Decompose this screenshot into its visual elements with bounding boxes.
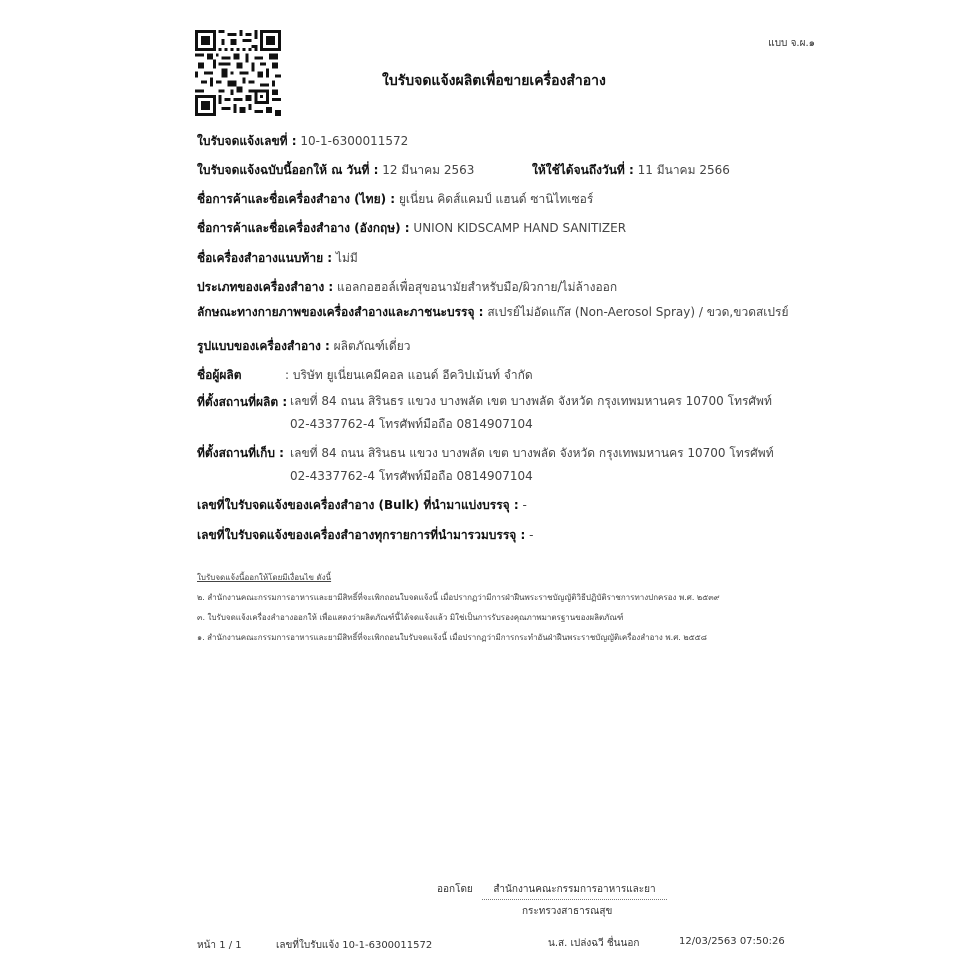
storage-site-line1	[290, 444, 774, 463]
issuer-org: สำนักงานคณะกรรมการอาหารและยา	[482, 882, 667, 900]
manufacturer-row	[197, 366, 242, 385]
format-row	[197, 337, 410, 356]
valid-until-row	[532, 161, 730, 180]
name-thai-row	[197, 190, 593, 209]
field-label: ลักษณะทางกายภาพของเครื่องสำอางและภาชนะบรรจุ :	[197, 305, 484, 319]
field-label: เลขที่ใบรับจดแจ้งของเครื่องสำอางทุกรายการที่นำมารวมบรรจุ :	[197, 528, 526, 542]
name-english: UNION KIDSCAMP HAND SANITIZER	[413, 221, 627, 235]
issuer-ministry: กระทรวงสาธารณสุข	[522, 906, 613, 917]
notification-number: 10-1-6300011572	[300, 134, 409, 148]
form-code: แบบ จ.ผ.๑	[768, 38, 815, 49]
conditions-title: ใบรับจดแจ้งนี้ออกให้โดยมีเงื่อนไข ดังนี้	[197, 573, 332, 582]
qr-code-icon	[195, 30, 281, 116]
field-label: ประเภทของเครื่องสำอาง :	[197, 280, 334, 294]
field-label: ที่ตั้งสถานที่เก็บ :	[197, 446, 284, 460]
type-row	[197, 278, 617, 297]
timestamp: 12/03/2563 07:50:26	[679, 936, 785, 947]
appended-name: ไม่มี	[335, 251, 358, 265]
condition-item: ๒. สำนักงานคณะกรรมการอาหารและยามีสิทธิ์ที่จะเพิกถอนใบจดแจ้งนี้ เมื่อปรากฏว่ามีการฝ่าฝืนพระราชบัญญัติวิธีปฏิบัติราชการทางปกครอง พ.ศ. ๒๕๓๙	[197, 593, 720, 602]
name-thai: ยูเนี่ยน คิดส์แคมป์ แฮนด์ ซานิไทเซอร์	[398, 192, 594, 206]
page-number: หน้า 1 / 1	[197, 940, 242, 951]
cosmetic-type: แอลกอฮอล์เพื่อสุขอนามัยสำหรับมือ/ผิวกาย/ไม่ล้างออก	[337, 280, 618, 294]
field-label: ชื่อการค้าและชื่อเครื่องสำอาง (อังกฤษ) :	[197, 221, 410, 235]
combined-number: -	[529, 528, 534, 542]
manufacturer-value-row	[285, 366, 533, 385]
storage-site-row	[197, 444, 284, 463]
field-label: ที่ตั้งสถานที่ผลิต :	[197, 395, 288, 409]
field-label: ใบรับจดแจ้งเลขที่ :	[197, 134, 297, 148]
field-label: รูปแบบของเครื่องสำอาง :	[197, 339, 330, 353]
address-text: เลขที่ 84 ถนน สิรินธร แขวง บางพลัด เขต บางพลัด จังหวัด กรุงเทพมหานคร 10700 โทรศัพท์	[290, 394, 772, 408]
field-label: เลขที่ใบรับจดแจ้งของเครื่องสำอาง (Bulk) ที่นำมาแบ่งบรรจุ :	[197, 498, 519, 512]
field-label: ชื่อผู้ผลิต	[197, 368, 242, 382]
appended-name-row	[197, 249, 358, 268]
valid-until-date: 11 มีนาคม 2566	[637, 163, 730, 177]
bulk-number-row	[197, 496, 527, 515]
manufacture-site-row	[197, 393, 287, 412]
field-label: ชื่อเครื่องสำอางแนบท้าย :	[197, 251, 333, 265]
manufacture-site-line2	[290, 415, 533, 434]
cosmetic-format: ผลิตภัณฑ์เดี่ยว	[333, 339, 411, 353]
physical-characteristics: สเปรย์ไม่อัดแก๊ส (Non-Aerosol Spray) / ขวด,ขวดสเปรย์	[487, 305, 789, 319]
issued-by-label: ออกโดย	[437, 884, 473, 895]
notification-number-row	[197, 132, 408, 151]
storage-site-line2	[290, 467, 533, 486]
bulk-number: -	[522, 498, 527, 512]
condition-item: ๑. สำนักงานคณะกรรมการอาหารและยามีสิทธิ์ที่จะเพิกถอนใบรับจดแจ้งนี้ เมื่อปรากฏว่ามีการกระทำอันฝ่าฝืนพระราชบัญญัติเครื่องสำอาง พ.ศ. ๒๕๕๘	[197, 633, 707, 642]
address-text: เลขที่ 84 ถนน สิรินธน แขวง บางพลัด เขต บางพลัด จังหวัด กรุงเทพมหานคร 10700 โทรศัพท์	[290, 446, 774, 460]
phone-text: 02-4337762-4 โทรศัพท์มือถือ 0814907104	[290, 417, 533, 431]
issue-date-row	[197, 161, 474, 180]
manufacturer-name: บริษัท ยูเนี่ยนเคมีคอล แอนด์ อีควิปเม้นท์ จำกัด	[292, 368, 533, 382]
field-label: ใบรับจดแจ้งฉบับนี้ออกให้ ณ วันที่ :	[197, 163, 379, 177]
combined-number-row	[197, 526, 533, 545]
physical-row	[197, 303, 789, 322]
name-english-row	[197, 219, 626, 238]
document-title: ใบรับจดแจ้งผลิตเพื่อขายเครื่องสำอาง	[382, 73, 606, 89]
issue-date: 12 มีนาคม 2563	[382, 163, 475, 177]
phone-text: 02-4337762-4 โทรศัพท์มือถือ 0814907104	[290, 469, 533, 483]
manufacture-site-line1	[290, 392, 772, 411]
field-label: ให้ใช้ได้จนถึงวันที่ :	[532, 163, 634, 177]
footer-reference: เลขที่ใบรับแจ้ง 10-1-6300011572	[276, 940, 433, 951]
field-label: ชื่อการค้าและชื่อเครื่องสำอาง (ไทย) :	[197, 192, 396, 206]
colon: :	[285, 368, 290, 382]
condition-item: ๓. ใบรับจดแจ้งเครื่องสำอางออกให้ เพื่อแสดงว่าผลิตภัณฑ์นี้ได้จดแจ้งแล้ว มิใช่เป็นการรับรองคุณภาพมาตรฐานของผลิตภัณฑ์	[197, 613, 624, 622]
officer-name: น.ส. เปล่งฉวี ชื่นนอก	[548, 938, 640, 949]
